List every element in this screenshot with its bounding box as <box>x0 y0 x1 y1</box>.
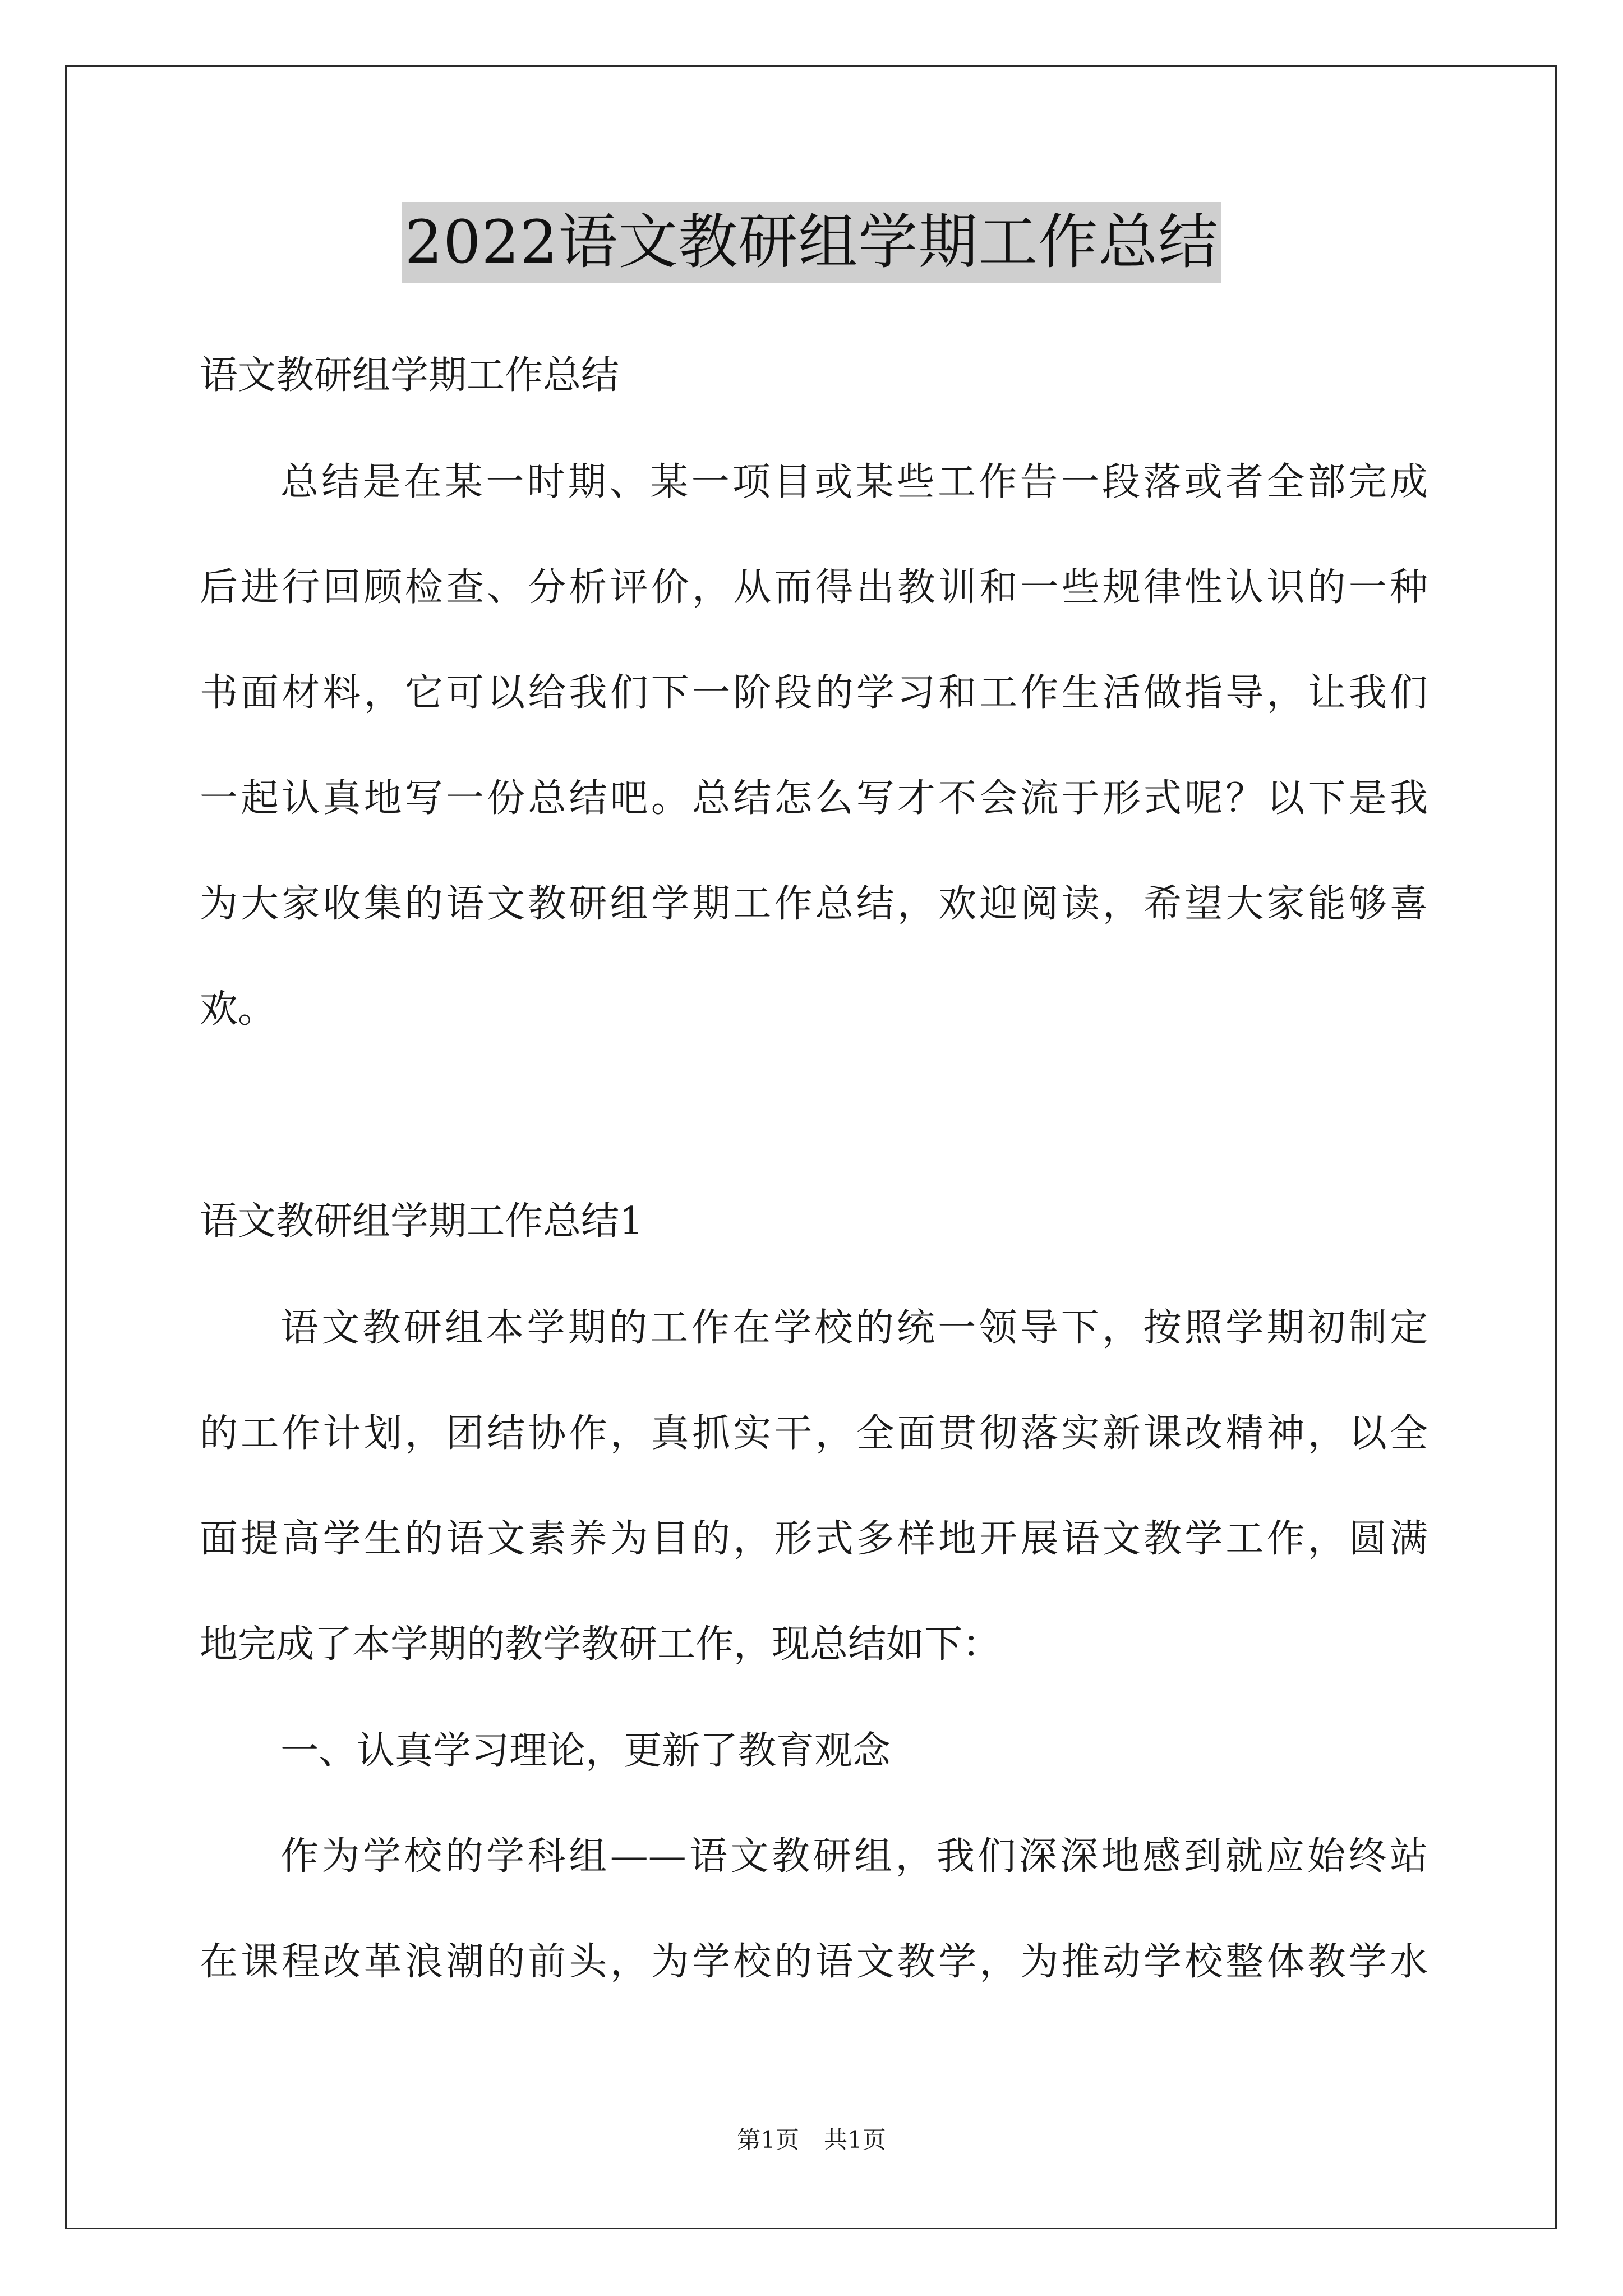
paragraph-line: 作为学校的学科组——语文教研组，我们深深地感到就应始终站 <box>280 1834 1428 1879</box>
paragraph-line: 语文教研组本学期的工作在学校的统一领导下，按照学期初制定 <box>280 1306 1428 1350</box>
paragraph-line: 地完成了本学期的教学教研工作，现总结如下： <box>200 1622 1001 1667</box>
paragraph-line: 书面材料，它可以给我们下一阶段的学习和工作生活做指导，让我们 <box>200 671 1428 715</box>
heading-section: 语文教研组学期工作总结1 <box>200 1199 644 1244</box>
paragraph-line: 的工作计划，团结协作，真抓实干，全面贯彻落实新课改精神，以全 <box>200 1411 1428 1456</box>
paragraph-line: 面提高学生的语文素养为目的，形式多样地开展语文教学工作，圆满 <box>200 1517 1428 1561</box>
subheading: 一、认真学习理论，更新了教育观念 <box>280 1729 891 1773</box>
page-number-total: 共1页 <box>824 2126 886 2154</box>
page-footer <box>0 2126 1623 2154</box>
paragraph-line: 为大家收集的语文教研组学期工作总结，欢迎阅读，希望大家能够喜 <box>200 882 1428 926</box>
heading-main: 语文教研组学期工作总结 <box>200 353 620 398</box>
page-number-current: 第1页 <box>737 2126 799 2154</box>
document-title: 2022语文教研组学期工作总结 <box>402 202 1222 283</box>
paragraph-line: 在课程改革浪潮的前头，为学校的语文教学，为推动学校整体教学水 <box>200 1940 1428 1984</box>
paragraph-line: 一起认真地写一份总结吧。总结怎么写才不会流于形式呢？以下是我 <box>200 776 1428 821</box>
paragraph-line: 欢。 <box>200 987 276 1032</box>
paragraph-line: 总结是在某一时期、某一项目或某些工作告一段落或者全部完成 <box>280 460 1428 504</box>
title-container <box>0 202 1623 283</box>
paragraph-line: 后进行回顾检查、分析评价，从而得出教训和一些规律性认识的一种 <box>200 565 1428 610</box>
